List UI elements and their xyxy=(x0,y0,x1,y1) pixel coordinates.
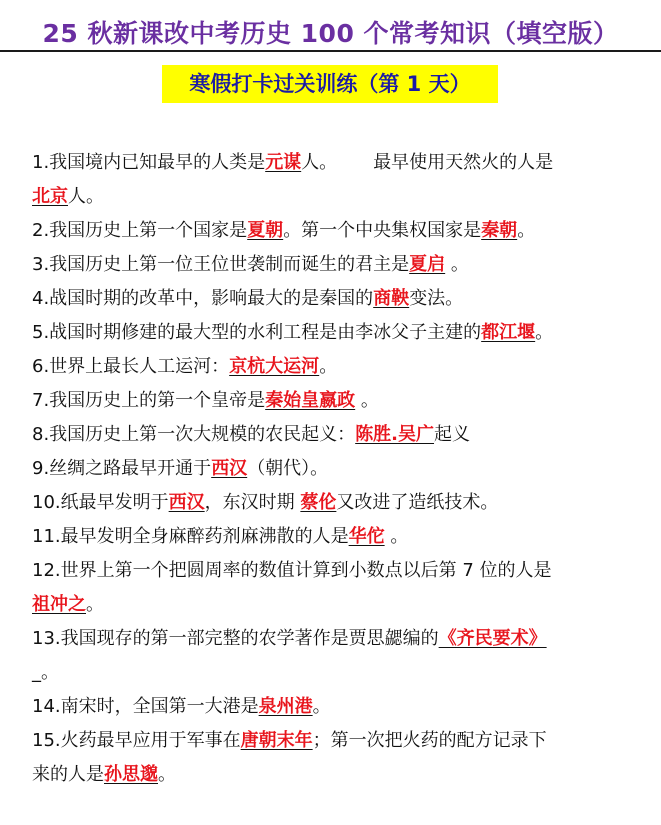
question-3: 3.我国历史上第一位王位世袭制而诞生的君主是夏启 。 xyxy=(32,254,469,275)
question-5: 5.战国时期修建的最大型的水利工程是由李冰父子主建的都江堰。 xyxy=(32,322,554,343)
answer: 夏朝 xyxy=(247,220,284,241)
question-2: 2.我国历史上第一个国家是夏朝。第一个中央集权国家是秦朝。 xyxy=(32,220,536,241)
answer: 秦始皇嬴政 xyxy=(265,390,356,411)
question-15-cont: 来的人是孙思邈。 xyxy=(32,764,176,785)
question-1: 1.我国境内已知最早的人类是元谋人。 最早使用天然火的人是 xyxy=(32,152,554,173)
question-7: 7.我国历史上的第一个皇帝是秦始皇嬴政 。 xyxy=(32,390,379,411)
answer: 商鞅 xyxy=(373,288,410,309)
title-divider xyxy=(0,50,661,52)
answer: 蔡伦 xyxy=(300,492,337,513)
answer: 陈胜.吴广 xyxy=(355,424,435,445)
answer: 孙思邈 xyxy=(104,764,158,785)
answer: 华佗 xyxy=(348,526,385,547)
answer: 北京 xyxy=(32,186,68,207)
answer: 都江堰 xyxy=(481,322,536,343)
question-10: 10.纸最早发明于西汉，东汉时期 蔡伦又改进了造纸技术。 xyxy=(32,492,499,513)
question-13-cont: _。 xyxy=(32,662,59,683)
answer: 西汉 xyxy=(168,492,205,513)
answer: 泉州港 xyxy=(258,696,313,717)
question-13: 13.我国现存的第一部完整的农学著作是贾思勰编的《齐民要术》 xyxy=(32,628,547,649)
question-12-cont: 祖冲之。 xyxy=(32,594,104,615)
answer: 京杭大运河 xyxy=(229,356,320,377)
question-9: 9.丝绸之路最早开通于西汉（朝代）。 xyxy=(32,458,329,479)
answer: 祖冲之 xyxy=(32,594,86,615)
question-1-cont: 北京人。 xyxy=(32,186,104,207)
question-15: 15.火药最早应用于军事在唐朝末年；第一次把火药的配方记录下 xyxy=(32,730,547,751)
question-14: 14.南宋时，全国第一大港是泉州港。 xyxy=(32,696,331,717)
question-6: 6.世界上最长人工运河：京杭大运河。 xyxy=(32,356,338,377)
answer: 夏启 xyxy=(409,254,446,275)
page-title: 25 秋新课改中考历史 100 个常考知识（填空版） xyxy=(42,19,619,48)
answer: 秦朝 xyxy=(481,220,518,241)
question-list xyxy=(32,146,652,792)
question-8: 8.我国历史上第一次大规模的农民起义：陈胜.吴广起义 xyxy=(32,424,471,445)
answer: 唐朝末年 xyxy=(240,730,313,751)
question-11: 11.最早发明全身麻醉药剂麻沸散的人是华佗 。 xyxy=(32,526,409,547)
question-12: 12.世界上第一个把圆周率的数值计算到小数点以后第 7 位的人是 xyxy=(32,560,552,581)
answer: 元谋 xyxy=(265,152,302,173)
answer: 《齐民要术》 xyxy=(438,628,547,649)
question-4: 4.战国时期的改革中，影响最大的是秦国的商鞅变法。 xyxy=(32,288,464,309)
answer: 西汉 xyxy=(211,458,248,479)
subtitle-banner: 寒假打卡过关训练（第 1 天） xyxy=(162,65,498,103)
